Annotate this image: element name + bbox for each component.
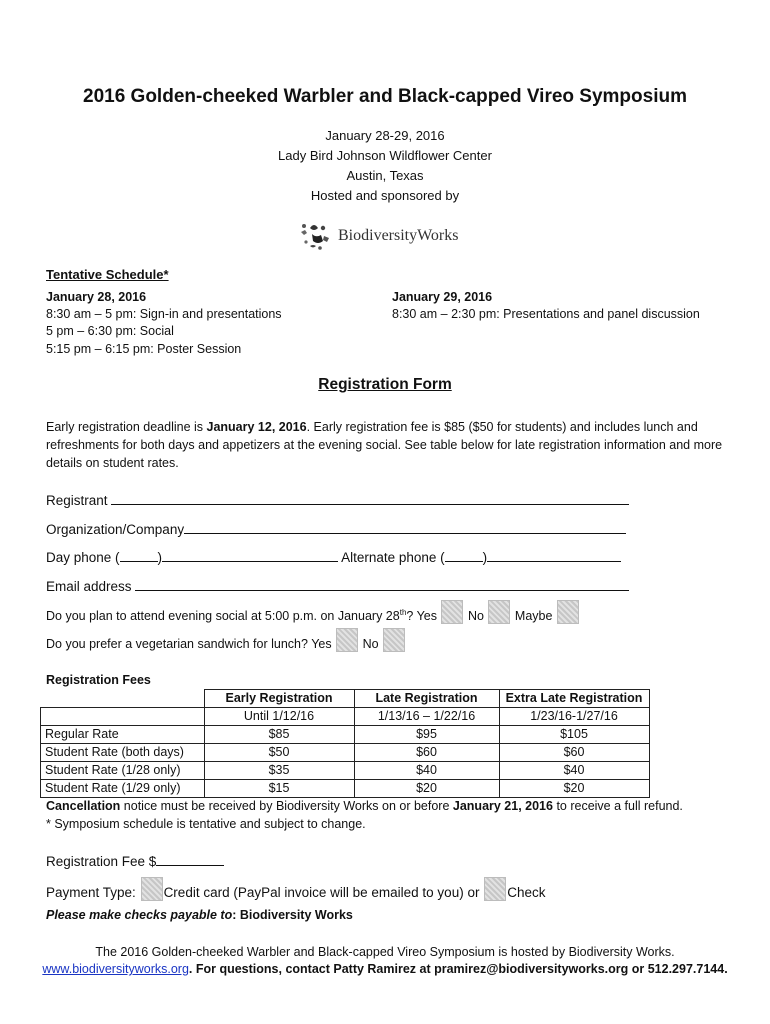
day2-label: January 29, 2016 [392,290,493,304]
row-label: Student Rate (both days) [41,744,205,762]
check-label: Check [507,885,546,900]
social-no-label: No [467,609,484,623]
alt-phone-area-field[interactable] [445,547,483,562]
veg-question-row [46,628,406,652]
social-maybe-label: Maybe [514,609,553,623]
date-range-cell: Until 1/12/16 [204,708,354,726]
alt-phone-label: Alternate phone ( [341,550,445,565]
biodiversity-works-logo [298,218,458,254]
check-checkbox[interactable] [484,877,506,901]
email-label: Email address [46,579,132,594]
alt-phone-paren: ) [482,550,488,565]
table-cell: $20 [354,780,499,798]
intro-text: Early registration deadline is [46,420,207,434]
event-venue: Lady Bird Johnson Wildflower Center [278,148,492,163]
table-cell: $60 [499,744,649,762]
cancellation-text: notice must be received by Biodiversity Works on or before [120,799,453,813]
registrant-field[interactable] [111,490,629,505]
table-cell: $85 [204,726,354,744]
veg-question-text: Do you prefer a vegetarian sandwich for lunch? Yes [46,637,332,651]
day-phone-field[interactable] [162,547,338,562]
day-phone-area-field[interactable] [120,547,158,562]
social-yes-checkbox[interactable] [441,600,463,624]
column-header: Extra Late Registration [499,690,649,708]
social-question-row [46,600,580,624]
table-row [41,708,650,726]
event-city: Austin, Texas [346,168,424,183]
page-title: 2016 Golden-cheeked Warbler and Black-capped Vireo Symposium [83,86,687,107]
table-corner [41,690,205,708]
social-maybe-checkbox[interactable] [557,600,579,624]
schedule-heading-asterisk: * [163,267,169,282]
logo-mark-icon [298,218,332,254]
hosted-by-text: Hosted and sponsored by [310,188,460,203]
day1-label: January 28, 2016 [46,290,147,304]
table-row [41,690,650,708]
table-row [41,744,650,762]
organization-field[interactable] [184,519,626,534]
checks-payable-note [46,908,353,922]
table-cell: $95 [354,726,499,744]
organization-label: Organization/Company [46,522,185,537]
email-field[interactable] [135,576,629,591]
table-row [41,726,650,744]
cancellation-text-end: to receive a full refund. [552,799,683,813]
registration-intro [46,418,726,472]
table-cell: $15 [204,780,354,798]
schedule-heading-text: Tentative Schedule [46,267,164,282]
checks-payee: : Biodiversity Works [232,908,353,922]
veg-no-label: No [362,637,379,651]
registration-fee-row [46,851,224,869]
day2-item: 8:30 am – 2:30 pm: Presentations and panel discussion [392,307,700,321]
intro-text-rest: . Early registration fee is $85 ($50 for students) and includes lunch and refreshments for both days and appetizers at the evening social. See table below for late registration information and more details on student rates. [46,420,723,470]
footer-line: The 2016 Golden-cheeked Warbler and Black-capped Vireo Symposium is hosted by Biodiversity Works. [95,945,675,959]
email-row [46,576,629,594]
intro-deadline: January 12, 2016 [206,420,307,434]
table-cell: $35 [204,762,354,780]
table-cell: $20 [499,780,649,798]
day-phone-paren: ) [157,550,163,565]
registration-fee-field[interactable] [156,851,224,866]
fees-table [40,689,650,798]
row-label: Student Rate (1/29 only) [41,780,205,798]
table-cell: $50 [204,744,354,762]
cancellation-bold: Cancellation [46,799,121,813]
registrant-label: Registrant [46,493,108,508]
registrant-row [46,490,629,508]
social-no-checkbox[interactable] [488,600,510,624]
cancellation-date: January 21, 2016 [452,799,553,813]
date-range-cell: 1/13/16 – 1/22/16 [354,708,499,726]
column-header: Early Registration [204,690,354,708]
date-range-cell: 1/23/16-1/27/16 [499,708,649,726]
table-row [41,762,650,780]
day-phone-label: Day phone ( [46,550,120,565]
table-cell: $105 [499,726,649,744]
social-question-sup: th [399,607,407,617]
logo-text: BiodiversityWorks [338,227,459,244]
organization-row [46,519,626,537]
contact-text: . For questions, contact Patty Ramirez at pramirez@biodiversityworks.org or 512.297.7144. [188,962,728,976]
tentative-note: * Symposium schedule is tentative and subject to change. [46,817,366,831]
footer-contact [0,962,770,976]
payment-type-row [46,877,545,901]
table-cell: $60 [354,744,499,762]
column-header: Late Registration [354,690,499,708]
table-cell: $40 [354,762,499,780]
table-cell [41,708,205,726]
registration-form-title: Registration Form [318,376,452,393]
payment-type-label: Payment Type: [46,885,140,900]
website-link[interactable]: www.biodiversityworks.org [42,962,189,976]
social-question-text: Do you plan to attend evening social at 5:00 p.m. on January 28 [46,609,400,623]
veg-yes-checkbox[interactable] [336,628,358,652]
registration-fee-label: Registration Fee $ [46,854,157,869]
checks-note-label: Please make checks payable to [46,908,233,922]
event-date: January 28-29, 2016 [325,128,445,143]
table-cell: $40 [499,762,649,780]
social-yes-label: ? Yes [406,609,437,623]
cancellation-note [46,799,683,813]
credit-card-label: Credit card (PayPal invoice will be emailed to you) or [163,885,484,900]
day1-item: 8:30 am – 5 pm: Sign-in and presentations [46,307,282,321]
credit-card-checkbox[interactable] [141,877,163,901]
day1-item: 5:15 pm – 6:15 pm: Poster Session [46,342,242,356]
row-label: Student Rate (1/28 only) [41,762,205,780]
phone-row [46,547,621,565]
day1-item: 5 pm – 6:30 pm: Social [46,324,174,338]
row-label: Regular Rate [41,726,205,744]
veg-no-checkbox[interactable] [383,628,405,652]
alt-phone-field[interactable] [487,547,621,562]
table-row [41,780,650,798]
fees-heading: Registration Fees [46,673,151,687]
schedule-heading [46,267,169,282]
